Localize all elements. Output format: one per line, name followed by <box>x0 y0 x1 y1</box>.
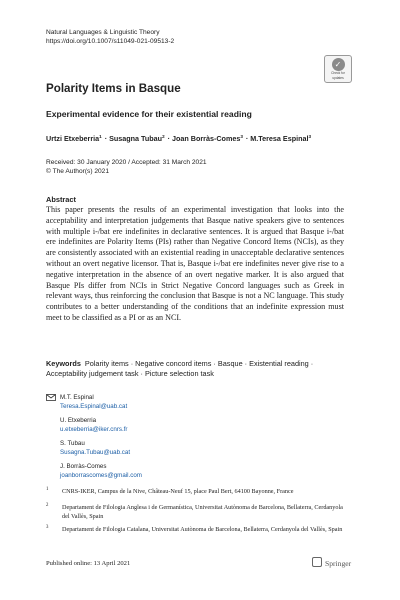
article-dates <box>46 158 207 176</box>
journal-name: Natural Languages & Linguistic Theory <box>46 29 160 36</box>
journal-doi[interactable]: https://doi.org/10.1007/s11049-021-09513-2 <box>46 38 175 45</box>
contact-email[interactable]: u.etxeberria@iker.cnrs.fr <box>60 425 128 433</box>
author-2[interactable]: Susagna Tubau$^2$ <box>109 134 165 143</box>
springer-horse-icon <box>312 557 322 567</box>
contact-4: J. Borràs-Comes joanborrascomes@gmail.com <box>60 463 142 479</box>
abstract-text: This paper presents the results of an experimental investigation that looks into the acceptability and interpretation judgements that Basque native speakers give to sentences with multiple i-/bat ere indefinites in declarative sentences. It is argued that Basque i-/bat ere indefinites are Polarity Items (PIs) rather than Negative Concord Items (NCIs), as they are consistently associated with an existential reading in unacceptable declarative sentences without an overt negative licensor. That is, Basque i-/bat ere indefinites never give rise to a negative interpretation in the absence of an overt negative marker. It is also argued that Basque PIs differ from NCIs in Strict Negative Concord languages such as Greek in relevant ways, thus reinforcing the conclusion that Basque is not a NC language. This study contributes to a better understanding of the conditions that an indefinite expression must meet to be classified as a PI or as an NCI. <box>46 205 344 322</box>
author-list: Urtzi Etxeberria$^1$ · Susagna Tubau$^2$ · Joan Borràs-Comes$^3$ · M.Teresa Espinal$^3$ <box>46 134 312 143</box>
contact-1: M.T. Espinal Teresa.Espinal@uab.cat <box>60 394 128 410</box>
published-online: Published online: 13 April 2021 <box>46 560 131 567</box>
keywords-label: Keywords <box>46 359 81 368</box>
badge-label-1: Check for <box>331 71 345 75</box>
contact-email[interactable]: Teresa.Espinal@uab.cat <box>60 402 128 410</box>
author-1[interactable]: Urtzi Etxeberria$^1$ <box>46 134 102 143</box>
author-4[interactable]: M.Teresa Espinal$^3$ <box>250 134 312 143</box>
journal-header <box>46 28 174 46</box>
author-3[interactable]: Joan Borràs-Comes$^3$ <box>172 134 243 143</box>
keywords <box>46 359 346 379</box>
publisher-logo: Springer <box>312 557 351 568</box>
article-title: Polarity Items in Basque <box>46 82 181 95</box>
badge-label-2: updates <box>332 75 344 80</box>
received-accepted: Received: 30 January 2020 / Accepted: 31 March 2021 <box>46 159 207 166</box>
envelope-icon <box>46 394 56 401</box>
contact-email[interactable]: Susagna.Tubau@uab.cat <box>60 448 131 456</box>
article-subtitle: Experimental evidence for their existential reading <box>46 109 252 119</box>
check-for-updates-badge[interactable] <box>324 55 352 83</box>
contact-3: S. Tubau Susagna.Tubau@uab.cat <box>60 440 131 456</box>
update-check-icon: ✓ <box>332 58 345 71</box>
abstract-heading: Abstract <box>46 195 76 204</box>
contact-email[interactable]: joanborrascomes@gmail.com <box>60 471 142 479</box>
contact-2: U. Etxeberria u.etxeberria@iker.cnrs.fr <box>60 417 128 433</box>
keywords-list: Polarity items · Negative concord items · Basque · Existential reading · Acceptability judgement task · Picture selection task <box>46 359 314 378</box>
copyright: © The Author(s) 2021 <box>46 168 110 175</box>
